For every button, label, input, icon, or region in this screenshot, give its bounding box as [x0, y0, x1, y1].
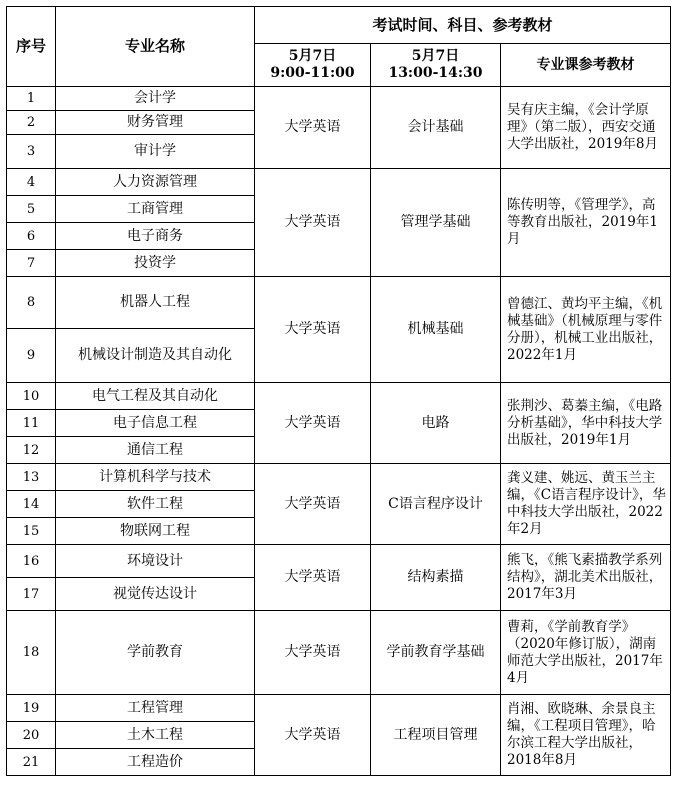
reference-textbook: 熊飞，《熊飞素描教学系列结构》，湖北美术出版社，2017年3月 — [501, 545, 671, 611]
session-1-subject: 大学英语 — [255, 464, 371, 545]
row-index: 14 — [7, 491, 56, 518]
header-session-2 — [371, 44, 501, 87]
session-2-subject: 学前教育学基础 — [371, 611, 501, 695]
reference-textbook: 龚义建、姚远、黄玉兰主编，《C语言程序设计》，华中科技大学出版社，2022年2月 — [501, 464, 671, 545]
row-index: 12 — [7, 437, 56, 464]
session-1-subject: 大学英语 — [255, 695, 371, 776]
session-2-subject: 管理学基础 — [371, 169, 501, 277]
major-name: 工程管理 — [56, 695, 255, 722]
session-2-subject: 机械基础 — [371, 277, 501, 383]
reference-textbook: 肖湘、欧晓琳、余景良主编，《工程项目管理》，哈尔滨工程大学出版社，2018年8月 — [501, 695, 671, 776]
major-name: 软件工程 — [56, 491, 255, 518]
table-row — [7, 611, 671, 695]
major-name: 计算机科学与技术 — [56, 464, 255, 491]
exam-schedule-table — [6, 6, 671, 776]
session-2-subject: 电路 — [371, 383, 501, 464]
major-name: 财务管理 — [56, 111, 255, 135]
header-session-2-time: 13:00-14:30 — [388, 65, 483, 81]
row-index: 10 — [7, 383, 56, 410]
row-index: 5 — [7, 196, 56, 223]
table-row — [7, 87, 671, 111]
session-1-subject: 大学英语 — [255, 87, 371, 169]
table-row — [7, 383, 671, 410]
table-body — [7, 87, 671, 776]
major-name: 会计学 — [56, 87, 255, 111]
major-name: 投资学 — [56, 250, 255, 277]
reference-textbook: 吴有庆主编，《会计学原理》（第二版），西安交通大学出版社，2019年8月 — [501, 87, 671, 169]
header-major: 专业名称 — [56, 7, 255, 87]
major-name: 电气工程及其自动化 — [56, 383, 255, 410]
major-name: 人力资源管理 — [56, 169, 255, 196]
table-row — [7, 464, 671, 491]
major-name: 视觉传达设计 — [56, 578, 255, 611]
row-index: 4 — [7, 169, 56, 196]
table-row — [7, 169, 671, 196]
major-name: 物联网工程 — [56, 518, 255, 545]
major-name: 通信工程 — [56, 437, 255, 464]
major-name: 工商管理 — [56, 196, 255, 223]
header-session-2-date: 5月7日 — [411, 48, 460, 64]
session-2-subject: 会计基础 — [371, 87, 501, 169]
reference-textbook: 张荆沙、葛蓁主编，《电路分析基础》，华中科技大学出版社，2019年1月 — [501, 383, 671, 464]
major-name: 电子商务 — [56, 223, 255, 250]
session-2-subject: 工程项目管理 — [371, 695, 501, 776]
row-index: 11 — [7, 410, 56, 437]
session-1-subject: 大学英语 — [255, 383, 371, 464]
row-index: 17 — [7, 578, 56, 611]
reference-textbook: 曹莉，《学前教育学》（2020年修订版），湖南师范大学出版社，2017年4月 — [501, 611, 671, 695]
session-1-subject: 大学英语 — [255, 545, 371, 611]
row-index: 18 — [7, 611, 56, 695]
row-index: 16 — [7, 545, 56, 578]
reference-textbook: 陈传明等，《管理学》，高等教育出版社，2019年1月 — [501, 169, 671, 277]
session-2-subject: C语言程序设计 — [371, 464, 501, 545]
header-session-1 — [255, 44, 371, 87]
row-index: 9 — [7, 329, 56, 383]
row-index: 2 — [7, 111, 56, 135]
major-name: 土木工程 — [56, 722, 255, 749]
major-name: 电子信息工程 — [56, 410, 255, 437]
major-name: 工程造价 — [56, 749, 255, 776]
row-index: 6 — [7, 223, 56, 250]
session-1-subject: 大学英语 — [255, 611, 371, 695]
major-name: 机器人工程 — [56, 277, 255, 329]
table-row — [7, 545, 671, 578]
row-index: 3 — [7, 135, 56, 169]
header-textbook: 专业课参考教材 — [501, 44, 671, 87]
table-row — [7, 277, 671, 329]
row-index: 15 — [7, 518, 56, 545]
major-name: 学前教育 — [56, 611, 255, 695]
header-session-1-time: 9:00-11:00 — [270, 65, 355, 81]
row-index: 20 — [7, 722, 56, 749]
table-row — [7, 695, 671, 722]
major-name: 机械设计制造及其自动化 — [56, 329, 255, 383]
header-session-1-date: 5月7日 — [288, 48, 337, 64]
row-index: 13 — [7, 464, 56, 491]
row-index: 8 — [7, 277, 56, 329]
session-1-subject: 大学英语 — [255, 277, 371, 383]
reference-textbook: 曾德江、黄均平主编，《机械基础》（机械原理与零件分册），机械工业出版社，2022年1月 — [501, 277, 671, 383]
row-index: 1 — [7, 87, 56, 111]
major-name: 环境设计 — [56, 545, 255, 578]
major-name: 审计学 — [56, 135, 255, 169]
row-index: 19 — [7, 695, 56, 722]
header-exam-group: 考试时间、科目、参考教材 — [255, 7, 671, 44]
header-index: 序号 — [7, 7, 56, 87]
session-2-subject: 结构素描 — [371, 545, 501, 611]
session-1-subject: 大学英语 — [255, 169, 371, 277]
row-index: 7 — [7, 250, 56, 277]
row-index: 21 — [7, 749, 56, 776]
